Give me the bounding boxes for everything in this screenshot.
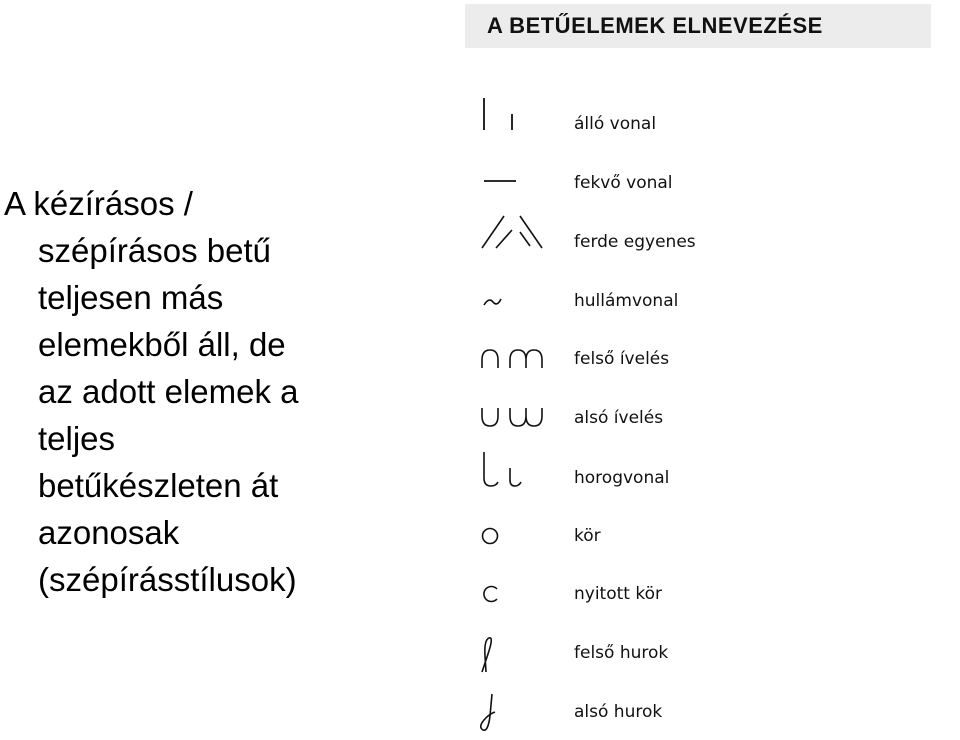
hook-line-icon: [470, 448, 560, 490]
element-label: felső ívelés: [574, 349, 670, 369]
element-label: kör: [574, 526, 601, 546]
lower-loop-icon: [470, 690, 560, 736]
element-label: hullámvonal: [574, 291, 679, 311]
element-row-vertical-line: [470, 96, 930, 146]
circle-icon: [470, 520, 560, 552]
element-row-lower-loop: [470, 690, 930, 740]
lower-arc-icon: [470, 402, 560, 434]
element-label: nyitott kör: [574, 584, 662, 604]
element-row-upper-arc: [470, 342, 930, 392]
intro-line: az adott elemek a: [38, 373, 299, 410]
open-circle-icon: [470, 578, 560, 610]
horizontal-line-icon: [470, 165, 560, 195]
upper-loop-icon: [470, 632, 560, 676]
intro-line: betűkészleten át: [38, 467, 279, 504]
wave-line-icon: [470, 285, 560, 315]
element-label: ferde egyenes: [574, 232, 696, 252]
vertical-line-icon: [470, 96, 560, 136]
element-row-horizontal-line: [470, 165, 930, 215]
element-row-wave-line: [470, 285, 930, 335]
intro-text: [4, 180, 444, 603]
figure-title: A BETŰELEMEK ELNEVEZÉSE: [487, 13, 823, 38]
intro-line: teljes: [38, 420, 116, 457]
intro-line: azonosak: [38, 514, 180, 551]
intro-line: elemekből áll, de: [38, 326, 286, 363]
slanted-line-icon: [470, 212, 560, 254]
intro-line: (szépírásstílusok): [38, 561, 297, 598]
element-row-slanted-line: [470, 212, 930, 262]
element-row-hook-line: [470, 448, 930, 498]
element-row-upper-loop: [470, 632, 930, 682]
element-row-lower-arc: [470, 402, 930, 452]
element-label: horogvonal: [574, 468, 670, 488]
element-label: álló vonal: [574, 114, 657, 134]
element-label: fekvő vonal: [574, 173, 673, 193]
figure-title-banner: [465, 4, 931, 48]
upper-arc-icon: [470, 342, 560, 374]
intro-line: teljesen más: [38, 279, 224, 316]
element-label: felső hurok: [574, 643, 669, 663]
element-label: alsó hurok: [574, 702, 663, 722]
element-row-circle: [470, 520, 930, 570]
element-row-open-circle: [470, 578, 930, 628]
element-label: alsó ívelés: [574, 408, 664, 428]
intro-line: szépírásos betű: [38, 232, 271, 269]
intro-line: A kézírásos /: [4, 185, 193, 222]
